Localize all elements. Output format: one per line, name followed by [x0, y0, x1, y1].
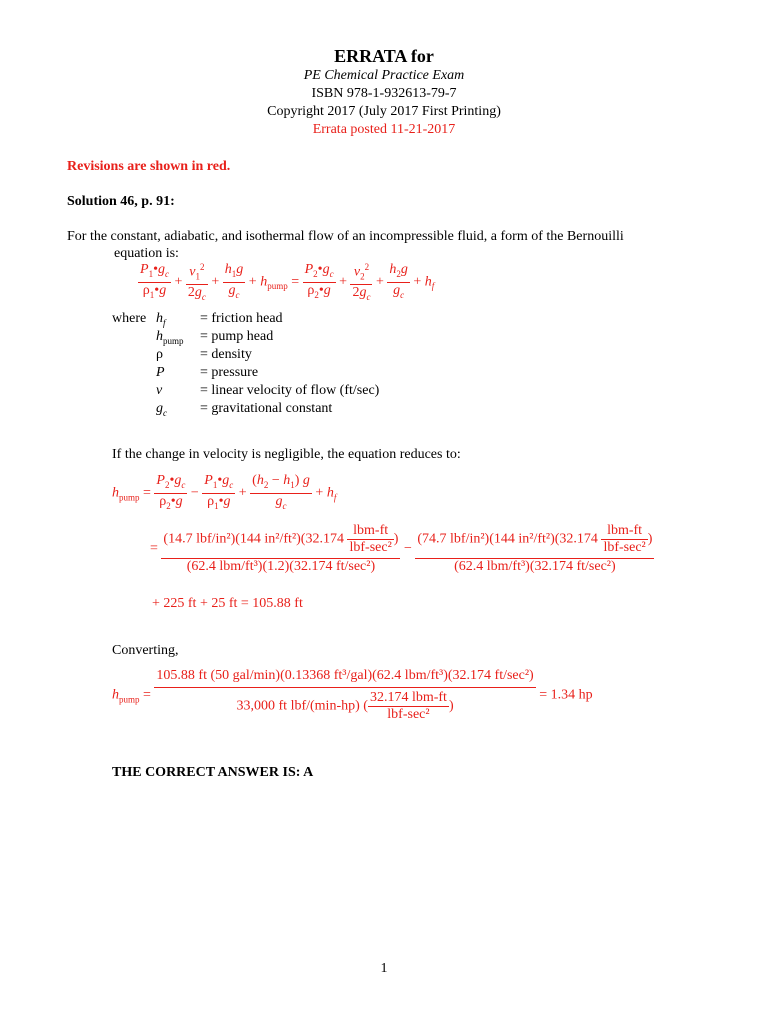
- where-label: where: [112, 311, 147, 326]
- revisions-note: Revisions are shown in red.: [67, 159, 231, 174]
- symbol-v: v: [156, 383, 163, 398]
- correct-answer: THE CORRECT ANSWER IS: A: [112, 765, 314, 780]
- symbol-hf: $h_f$: [156, 311, 166, 328]
- symbol-p: P: [156, 365, 165, 380]
- errata-title: ERRATA for: [334, 46, 434, 66]
- copyright: Copyright 2017 (July 2017 First Printing): [267, 104, 501, 119]
- desc-grav-constant: = gravitational constant: [200, 401, 333, 416]
- reduce-text: If the change in velocity is negligible, the equation reduces to:: [112, 447, 461, 462]
- desc-velocity: = linear velocity of flow (ft/sec): [200, 383, 380, 398]
- intro-line-1: For the constant, adiabatic, and isothermal flow of an incompressible fluid, a form of the Bernouilli: [67, 229, 624, 244]
- solution-heading: Solution 46, p. 91:: [67, 194, 175, 209]
- isbn: ISBN 978-1-932613-79-7: [311, 86, 457, 101]
- numeric-result: + 225 ft + 25 ft = 105.88 ft: [152, 596, 303, 611]
- intro-line-2: equation is:: [114, 246, 179, 261]
- numeric-substitution: = (14.7 lbf/in²)(144 in²/ft²)(32.174 $\frac{\text{lbm-ft}}{\text{lbf-sec²}}$ ) (62.4 lbm/ft³)(1.2)(32.174 ft/sec²) − (74.7 lbf/in²)(144 in²/ft²)(32.174 $\frac{\text{lbm-ft}}{\text{lbf-sec²}}$ ) (62.4 lbm/ft³)(32.174 ft/sec²): [150, 523, 653, 574]
- book-title: PE Chemical Practice Exam: [303, 68, 465, 83]
- conversion-result: = 1.34 hp: [539, 687, 593, 703]
- bernoulli-equation: $\frac{P_1•g_c}{\rho_1•g}$ + $\frac{v_1^2}{2g_c}$ + $\frac{h_1g}{g_c}$ + $h_{pump}$ = $\frac{P_2•g_c}{\rho_2•g}$ + $\frac{v_2^2}{2g_c}$ + $\frac{h_2g}{g_c}$ + $h_f$: [138, 259, 434, 305]
- desc-pressure: = pressure: [200, 365, 259, 380]
- conversion-equation: $h_{pump}$ = 105.88 ft (50 gal/min)(0.13368 ft³/gal)(62.4 lbm/ft³)(32.174 ft/sec²) 33,000 ft lbf/(min-hp) ( $\frac{\text{32.174 lbm-ft}}{\text{lbf-sec²}}$ ) = 1.34 hp: [112, 668, 593, 722]
- desc-friction-head: = friction head: [200, 311, 283, 326]
- symbol-rho: ρ: [156, 347, 163, 362]
- converting-label: Converting,: [112, 643, 179, 658]
- definitions-table: [112, 311, 379, 419]
- reduced-equation: $h_{pump}$ = $\frac{P_2•g_c}{\rho_2•g}$ − $\frac{P_1•g_c}{\rho_1•g}$ + $\frac{(h_2 - h_1) g}{g_c}$ + $h_f$: [112, 473, 337, 511]
- errata-posted-date: Errata posted 11-21-2017: [312, 122, 456, 137]
- page-number: 1: [380, 961, 388, 976]
- symbol-gc: $g_c$: [156, 401, 167, 418]
- desc-pump-head: = pump head: [200, 329, 274, 344]
- desc-density: = density: [200, 347, 252, 362]
- symbol-hpump: $h_{pump}$: [156, 329, 184, 346]
